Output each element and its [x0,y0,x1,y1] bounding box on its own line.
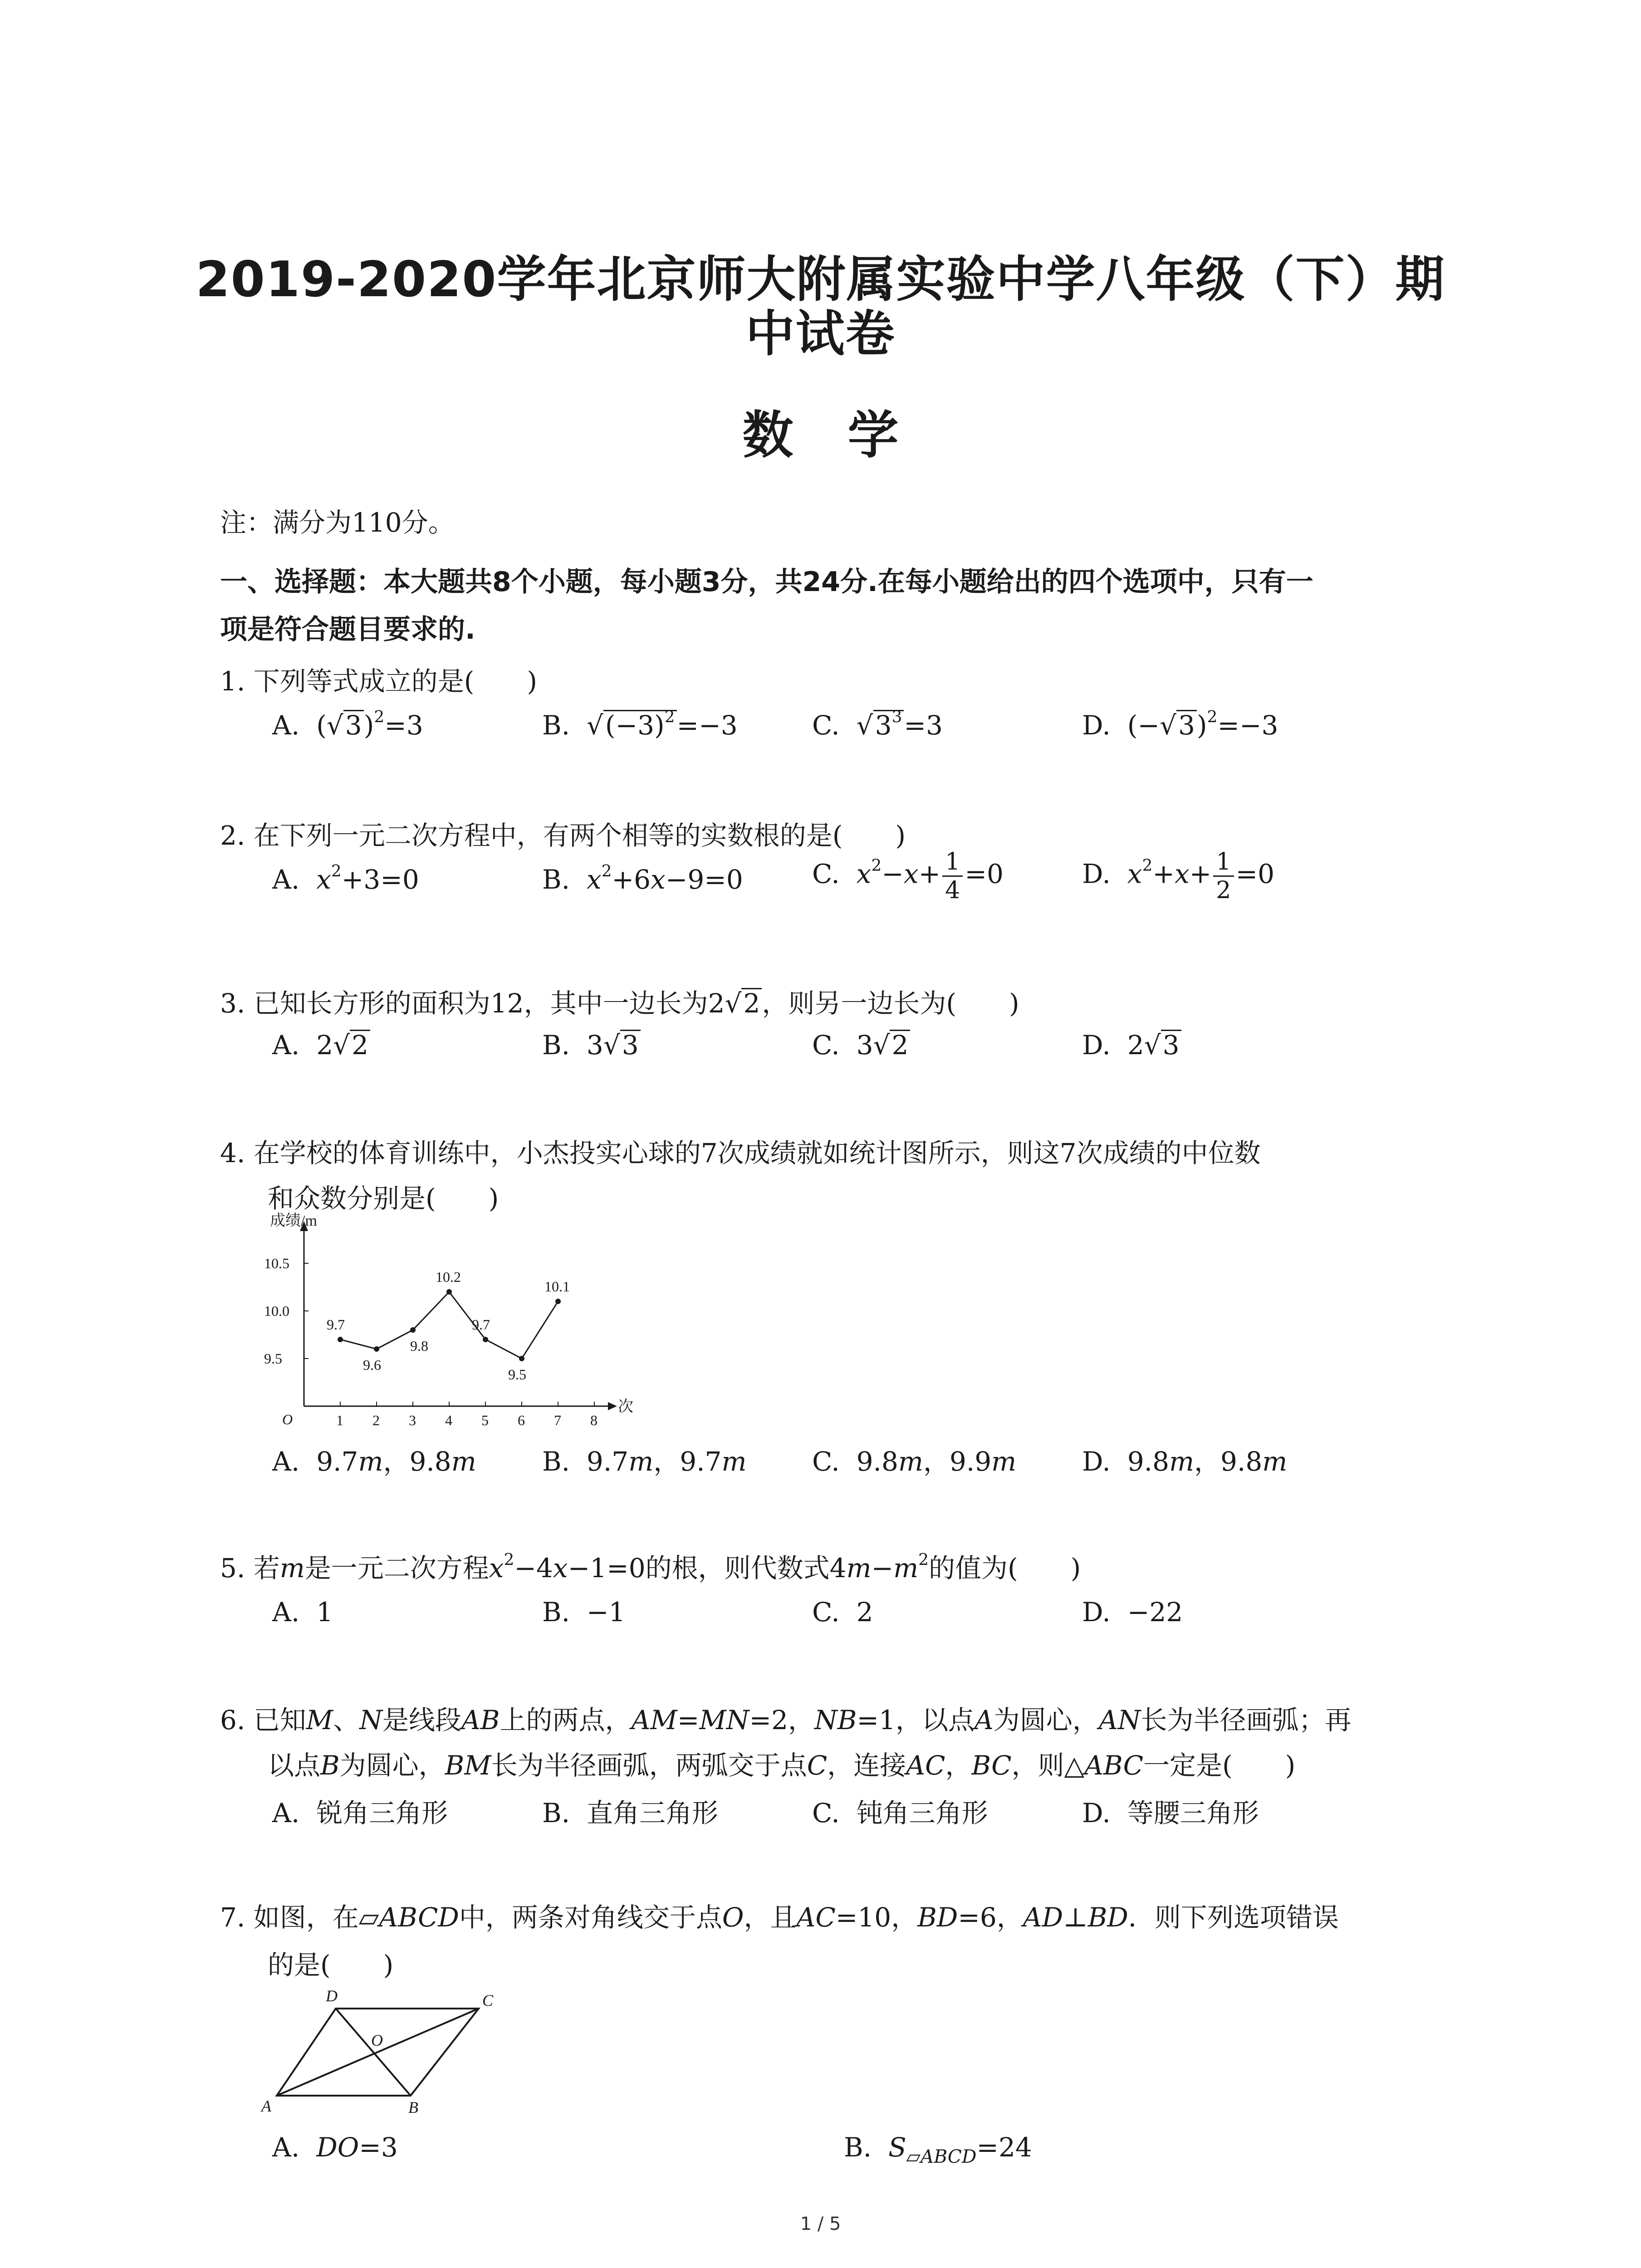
q6-option-c-letter: C. [812,1798,840,1828]
q1-option-c-letter: C. [812,710,840,741]
x-tick-label: 6 [518,1412,525,1428]
q2-option-b-letter: B. [542,864,570,895]
q2-option-b: B. $x^2+6x-9=0$ [542,862,743,895]
q1-option-a: A. $(√3)^2=3$ [272,708,423,741]
q6-option-b [542,1792,718,1830]
q4-option-d: D. 9.8m，9.8m [1082,1446,1288,1477]
q5-option-b-letter: B. [542,1597,570,1628]
q3-option-b: B. 3√3 [542,1030,641,1061]
q7-parallelogram-figure [259,1978,504,2114]
q5-option-c-value: 2 [856,1597,873,1628]
q3-option-c: C. 3√2 [812,1030,910,1061]
q3-stem-post: ，则另一边长为( ) [762,988,1019,1019]
y-tick-label: 10.0 [264,1303,289,1319]
q2-option-c-letter: C. [812,858,840,890]
origin-label: O [282,1411,293,1427]
vertex-label-d: D [326,1987,338,2005]
center-label-o: O [371,2031,383,2049]
data-label: 9.6 [363,1357,381,1373]
q5-option-a-value: 1 [316,1597,333,1628]
q7-option-b: B. $S_{▱ABCD}=24$ [844,2132,1032,2168]
data-point [338,1337,343,1342]
page-number: 1 / 5 [800,2214,841,2234]
q5-option-b-value: −1 [586,1597,626,1628]
q3-option-a-letter: A. [272,1030,300,1061]
x-axis-label: 次 [618,1398,633,1415]
q1-option-d: D. $(-√3)^2=-3$ [1082,708,1279,741]
q4-option-d-letter: D. [1082,1446,1111,1477]
q6-option-c-value: 钝角三角形 [856,1798,988,1828]
q7-option-b-letter: B. [844,2132,872,2163]
vertex-label-b: B [408,2098,418,2116]
q3-stem-pre: 3. 已知长方形的面积为12，其中一边长为2 [220,988,725,1019]
page-title-line2: 中试卷 [745,306,896,362]
data-point [555,1299,561,1304]
data-label: 10.2 [436,1269,461,1285]
q2-option-d-letter: D. [1082,858,1111,890]
section-heading: 一、选择题：本大题共8个小题，每小题3分，共24分.在每小题给出的四个选项中，只有一 [220,566,1313,598]
question-7-stem-cont: 的是( ) [268,1950,394,1980]
q7-option-a: A. DO=3 [272,2132,398,2163]
y-tick-label: 10.5 [264,1255,289,1271]
q1-option-d-letter: D. [1082,710,1111,741]
q6-option-c [812,1792,988,1830]
q6-option-d [1082,1792,1259,1830]
data-label: 9.7 [472,1316,490,1333]
q6-option-b-value: 直角三角形 [586,1798,718,1828]
q4-option-c-letter: C. [812,1446,840,1477]
q2-option-a-letter: A. [272,864,300,895]
vertex-label-c: C [482,1991,494,2009]
question-4-stem-cont: 和众数分别是( ) [268,1183,499,1214]
data-label: 10.1 [544,1278,570,1295]
q5-option-c-letter: C. [812,1597,840,1628]
x-tick-label: 7 [554,1412,561,1428]
section-heading-cont: 项是符合题目要求的. [220,614,475,645]
q3-option-d: D. 2√3 [1082,1030,1181,1061]
q4-option-a: A. 9.7m，9.8m [272,1446,476,1477]
question-4-stem: 4. 在学校的体育训练中，小杰投实心球的7次成绩就如统计图所示，则这7次成绩的中位数 [220,1138,1261,1168]
question-6-stem: 6. 已知M、N是线段AB上的两点，AM=MN=2，NB=1，以点A为圆心，AN长为半径画弧；再 [220,1705,1352,1735]
q5-option-d [1082,1597,1183,1628]
data-point [519,1356,524,1361]
q4-option-a-letter: A. [272,1446,300,1477]
q1-option-b: B. $√(-3)^2=-3$ [542,708,738,741]
q5-option-a-letter: A. [272,1597,300,1628]
y-axis-label: 成绩/m [270,1212,317,1229]
q5-option-c [812,1597,873,1628]
q4-option-c: C. 9.8m，9.9m [812,1446,1017,1477]
q3-option-b-letter: B. [542,1030,570,1061]
question-5-stem: 5. 若m是一元二次方程$x^2-4x-1=0$的根，则代数式$4m-m^2$的值为( ) [220,1550,1081,1584]
x-tick-label: 3 [409,1412,416,1428]
q5-option-d-value: −22 [1127,1597,1183,1628]
q4-option-b: B. 9.7m，9.7m [542,1446,747,1477]
q1-option-a-letter: A. [272,710,300,741]
q7-option-a-letter: A. [272,2132,300,2163]
subject-title: 数学 [742,406,953,465]
q3-option-a: A. 2√2 [272,1030,370,1061]
q6-option-a-value: 锐角三角形 [316,1798,448,1828]
q4-line-chart [254,1212,633,1452]
q2-option-a: A. $x^2+3=0$ [272,862,419,895]
y-tick-label: 9.5 [264,1350,282,1367]
data-label: 9.7 [327,1316,345,1333]
data-point [374,1346,379,1352]
q6-option-d-value: 等腰三角形 [1127,1798,1259,1828]
x-tick-label: 4 [445,1412,452,1428]
x-tick-label: 5 [481,1412,489,1428]
diagonal-bd [336,2009,411,2096]
q4-option-b-letter: B. [542,1446,570,1477]
q6-option-a [272,1792,448,1830]
score-note: 注：满分为110分。 [220,507,455,538]
q2-option-d: D. $x^2+x+$ $\frac{1}{2}$ =0 [1082,848,1274,904]
question-6-stem-cont: 以点B为圆心，BM长为半径画弧，两弧交于点C，连接AC，BC，则△ABC一定是( ) [268,1750,1296,1781]
q3-option-c-letter: C. [812,1030,840,1061]
vertex-label-a: A [261,2097,271,2115]
q5-option-a [272,1597,333,1628]
q5-stem-pre: 5. 若 [220,1553,280,1584]
x-axis-arrow [608,1402,617,1410]
data-point [410,1327,416,1333]
q6-option-a-letter: A. [272,1798,300,1828]
q5-option-d-letter: D. [1082,1597,1111,1628]
data-label: 9.5 [508,1366,526,1383]
question-3-stem: 3. 已知长方形的面积为12，其中一边长为2√2，则另一边长为( ) [220,988,1019,1019]
data-label: 9.8 [410,1338,428,1354]
q6-option-b-letter: B. [542,1798,570,1828]
page-title: 2019-2020学年北京师大附属实验中学八年级（下）期 [196,251,1445,308]
x-tick-label: 1 [336,1412,343,1428]
x-tick-label: 8 [590,1412,598,1428]
q3-option-d-letter: D. [1082,1030,1111,1061]
q5-option-b [542,1597,625,1628]
data-point [446,1289,452,1295]
question-1-stem: 1. 下列等式成立的是( ) [220,666,538,697]
question-2-stem: 2. 在下列一元二次方程中，有两个相等的实数根的是( ) [220,820,906,851]
x-tick-label: 2 [372,1412,380,1428]
q1-option-c: C. $√3^3=3$ [812,708,943,741]
q6-option-d-letter: D. [1082,1798,1111,1828]
q1-option-b-letter: B. [542,710,570,741]
question-7-stem: 7. 如图，在▱ABCD中，两条对角线交于点O，且AC=10，BD=6，AD⊥BD．则下列选项错误 [220,1902,1339,1933]
q2-option-c: C. $x^2-x+$ $\frac{1}{4}$ =0 [812,848,1004,904]
series-line [340,1292,558,1359]
data-point [483,1337,488,1342]
